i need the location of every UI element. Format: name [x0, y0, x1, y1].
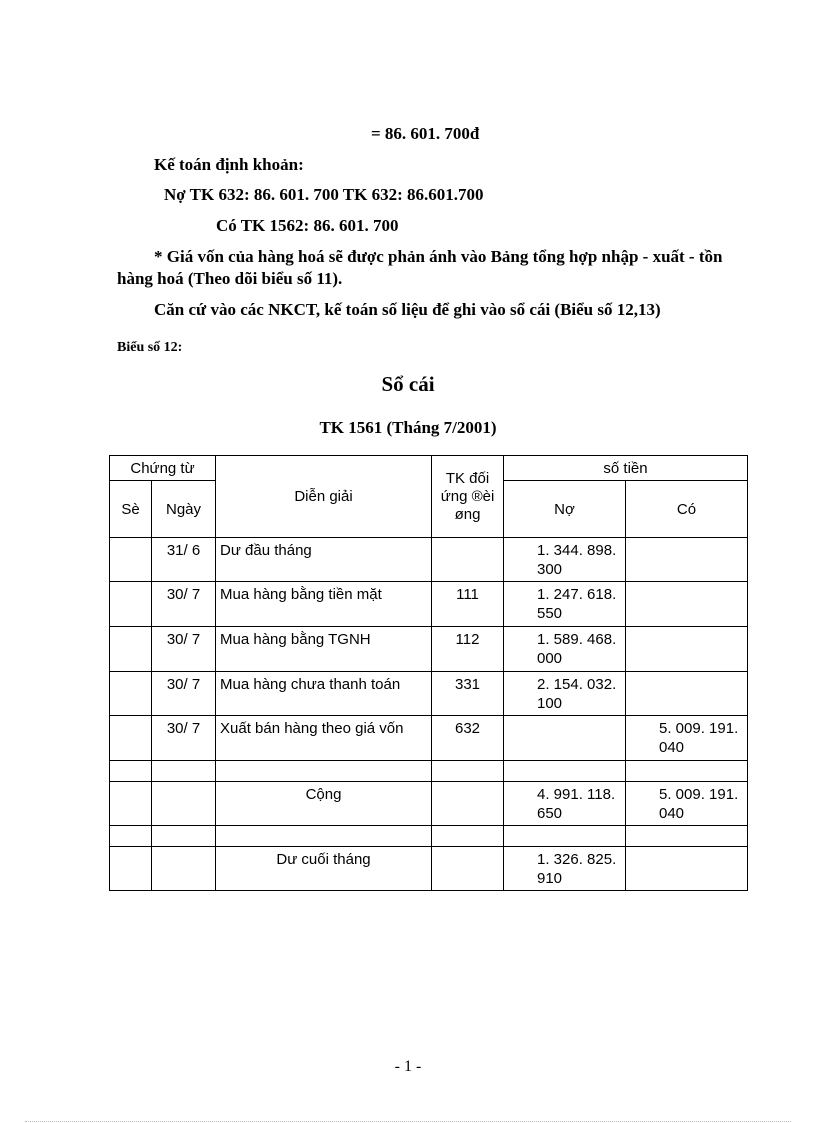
- table-row: [110, 672, 748, 716]
- cell-number: [110, 582, 152, 627]
- cell-debit: 4. 991. 118. 650: [504, 782, 626, 826]
- table-row: [110, 847, 748, 891]
- debit-entry-line: Nợ TK 632: 86. 601. 700 TK 632: 86.601.700: [164, 185, 484, 204]
- cell-account: [432, 538, 504, 582]
- cell-date: [152, 761, 216, 782]
- entry-heading: Kế toán định khoản:: [154, 155, 304, 174]
- formula-result: = 86. 601. 700đ: [371, 124, 480, 143]
- header-debit: Nợ: [504, 481, 626, 538]
- cell-number: [110, 761, 152, 782]
- cell-account: [432, 847, 504, 891]
- cell-number: [110, 716, 152, 761]
- cell-debit: [504, 716, 626, 761]
- cell-description: Dư đầu tháng: [216, 538, 432, 582]
- page-number: - 1 -: [394, 1058, 422, 1075]
- credit-entry-line: Có TK 1562: 86. 601. 700: [216, 216, 399, 235]
- ledger-table: [109, 455, 748, 891]
- cell-credit: 5. 009. 191. 040: [626, 716, 748, 761]
- cell-debit: [504, 761, 626, 782]
- cell-description: Dư cuối tháng: [216, 847, 432, 891]
- cell-credit: [626, 826, 748, 847]
- cell-description: [216, 826, 432, 847]
- cell-debit: 1. 344. 898. 300: [504, 538, 626, 582]
- cell-description: Mua hàng chưa thanh toán: [216, 672, 432, 716]
- table-row: [110, 538, 748, 582]
- cell-credit: [626, 582, 748, 627]
- header-date: Ngày: [152, 481, 216, 538]
- cell-account: 111: [432, 582, 504, 627]
- cell-debit: 1. 589. 468. 000: [504, 627, 626, 672]
- cell-credit: [626, 538, 748, 582]
- cell-account: 331: [432, 672, 504, 716]
- cell-description: [216, 761, 432, 782]
- note-paragraph: * Giá vốn của hàng hoá sẽ được phản ánh vào Bảng tổng hợp nhập - xuất - tồn hàng hoá (Theo dõi biểu số 11).: [117, 247, 723, 288]
- cell-account: 112: [432, 627, 504, 672]
- header-voucher: Chứng từ: [110, 456, 216, 481]
- cell-description: Mua hàng bằng TGNH: [216, 627, 432, 672]
- cell-date: 30/ 7: [152, 582, 216, 627]
- cell-credit: [626, 761, 748, 782]
- cell-number: [110, 847, 152, 891]
- basis-paragraph: Căn cứ vào các NKCT, kế toán số liệu để ghi vào sổ cái (Biểu số 12,13): [154, 300, 661, 319]
- cell-number: [110, 826, 152, 847]
- header-amount: số tiền: [504, 456, 748, 481]
- page-divider: [25, 1121, 791, 1122]
- cell-credit: [626, 627, 748, 672]
- table-row: [110, 826, 748, 847]
- cell-number: [110, 627, 152, 672]
- ledger-subtitle: TK 1561 (Tháng 7/2001): [319, 418, 497, 437]
- cell-date: 31/ 6: [152, 538, 216, 582]
- cell-debit: 1. 247. 618. 550: [504, 582, 626, 627]
- cell-date: [152, 826, 216, 847]
- cell-debit: [504, 826, 626, 847]
- header-description: Diễn giải: [216, 456, 432, 538]
- cell-number: [110, 538, 152, 582]
- cell-account: [432, 826, 504, 847]
- cell-credit: [626, 672, 748, 716]
- table-row: [110, 582, 748, 627]
- form-label: Biểu số 12:: [117, 340, 183, 355]
- ledger-title: Sổ cái: [381, 372, 435, 396]
- table-row: [110, 716, 748, 761]
- header-credit: Có: [626, 481, 748, 538]
- cell-debit: 2. 154. 032. 100: [504, 672, 626, 716]
- cell-date: 30/ 7: [152, 716, 216, 761]
- header-number: Sè: [110, 481, 152, 538]
- cell-account: 632: [432, 716, 504, 761]
- cell-account: [432, 761, 504, 782]
- table-row: [110, 627, 748, 672]
- cell-credit: 5. 009. 191. 040: [626, 782, 748, 826]
- header-account: TK đối ứng ®èi øng: [432, 456, 504, 538]
- cell-date: [152, 782, 216, 826]
- cell-debit: 1. 326. 825. 910: [504, 847, 626, 891]
- cell-credit: [626, 847, 748, 891]
- cell-account: [432, 782, 504, 826]
- cell-description: Cộng: [216, 782, 432, 826]
- cell-number: [110, 672, 152, 716]
- cell-description: Mua hàng bằng tiền mặt: [216, 582, 432, 627]
- cell-description: Xuất bán hàng theo giá vốn: [216, 716, 432, 761]
- table-row: [110, 761, 748, 782]
- cell-date: 30/ 7: [152, 627, 216, 672]
- cell-date: [152, 847, 216, 891]
- cell-date: 30/ 7: [152, 672, 216, 716]
- cell-number: [110, 782, 152, 826]
- table-row: [110, 782, 748, 826]
